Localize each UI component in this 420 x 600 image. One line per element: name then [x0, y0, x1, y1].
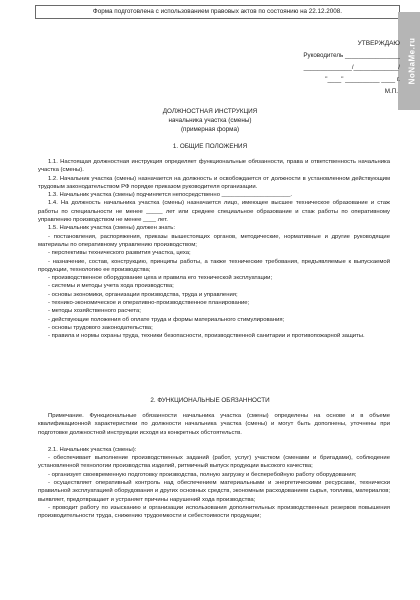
list-item: - производственное оборудование цеха и правила его технической эксплуатации;	[48, 275, 273, 282]
list-item: - организует своевременную подготовку производства, полную загрузку и бесперебойную работу оборудования;	[48, 471, 357, 478]
seal-place: М.П.	[384, 88, 398, 95]
list-item: - методы хозяйственного расчета;	[48, 308, 141, 315]
paragraph: 1.5. Начальник участка (смены) должен знать:	[48, 225, 175, 232]
list-item: - правила и нормы охраны труда, техники безопасности, производственной санитарии и противопожарной защиты.	[48, 333, 365, 340]
approval-title: УТВЕРЖДАЮ	[357, 40, 400, 47]
list-item: - действующие положения об оплате труда и формы материального стимулирования;	[48, 316, 285, 323]
approval-line: Руководитель ________________	[303, 52, 400, 59]
title-line: (примерная форма)	[180, 125, 240, 133]
list-item: - основы экономики, организации производства, труда и управления;	[48, 291, 238, 298]
title-line: ДОЛЖНОСТНАЯ ИНСТРУКЦИЯ	[162, 108, 258, 115]
section-2-body	[38, 412, 390, 521]
list-item: - перспективы технического развития участка, цеха;	[48, 250, 191, 257]
list-item: - обеспечивает выполнение производственных заданий (работ, услуг) участком (сменами и бригадами), соблюдение установленной технологии производства изделий, ритмичный выпуск продукции высокого качества;	[38, 455, 390, 470]
section-1-body	[38, 158, 390, 341]
paragraph: 2.1. Начальник участка (смены):	[48, 446, 137, 453]
form-source-notice: Форма подготовлена с использованием правовых актов по состоянию на 22.12.2008.	[35, 5, 400, 19]
title-line: начальника участка (смены)	[168, 116, 252, 124]
watermark-text: NoNaMe.ru	[407, 37, 417, 85]
approval-line: "____" __________ ____ г.	[325, 76, 400, 83]
paragraph: 1.4. На должность начальника участка (смены) назначается лицо, имеющее высшее техническое образование и стаж работы по специальности не менее _____ лет или среднее специальное образование и стаж работы по оперативному управлению производством не менее ____ лет.	[38, 200, 390, 224]
approval-block	[250, 38, 400, 86]
section-heading: 1. ОБЩИЕ ПОЛОЖЕНИЯ	[172, 143, 248, 150]
document-title	[0, 108, 420, 134]
section-heading: 2. ФУНКЦИОНАЛЬНЫЕ ОБЯЗАННОСТИ	[150, 397, 270, 404]
list-item: - назначение, состав, конструкцию, принципы работы, а также технические требования, предъявляемые к выпускаемой продукции, технологию ее производства;	[38, 258, 390, 273]
list-item: - постановления, распоряжения, приказы вышестоящих органов, методические, нормативные и другие руководящие материалы по оперативному управлению производством;	[38, 233, 390, 248]
paragraph: 1.2. Начальник участка (смены) назначается на должность и освобождается от должности в установленном действующим трудовым законодательством РФ порядке приказом руководителя организации.	[38, 175, 390, 190]
list-item: - технико-экономическое и оперативно-производственное планирование;	[48, 300, 250, 307]
approval-line: ______________/_____________/	[303, 64, 400, 71]
paragraph: 1.3. Начальник участка (смены) подчиняется непосредственно _____________________.	[48, 192, 293, 199]
list-item: - системы и методы учета хода производства;	[48, 283, 174, 290]
list-item: - основы трудового законодательства;	[48, 324, 153, 331]
list-item: - проводит работу по изысканию и организации использования дополнительных производственных резервов повышения производительности труда, снижению трудоемкости и себестоимости продукции;	[38, 504, 390, 520]
note-paragraph: Примечание. Функциональные обязанности начальника участка (смены) определены на основе и в объеме квалификационной характеристики по должности начальника участка (смены) и могут быть дополнены, уточнены при подготовке должностной инструкции исходя из конкретных обстоятельств.	[38, 413, 390, 436]
site-watermark	[398, 12, 420, 110]
list-item: - осуществляет оперативный контроль над обеспечением материальными и энергетическими ресурсами, технически правильной эксплуатацией оборудования и других основных средств, экономным расходованием сырья, топлива, материалов; выявляет, предотвращает и устраняет причины нарушений хода производства;	[38, 480, 390, 503]
paragraph: 1.1. Настоящая должностная инструкция определяет функциональные обязанности, права и ответственность начальника участка (смены).	[38, 159, 390, 174]
